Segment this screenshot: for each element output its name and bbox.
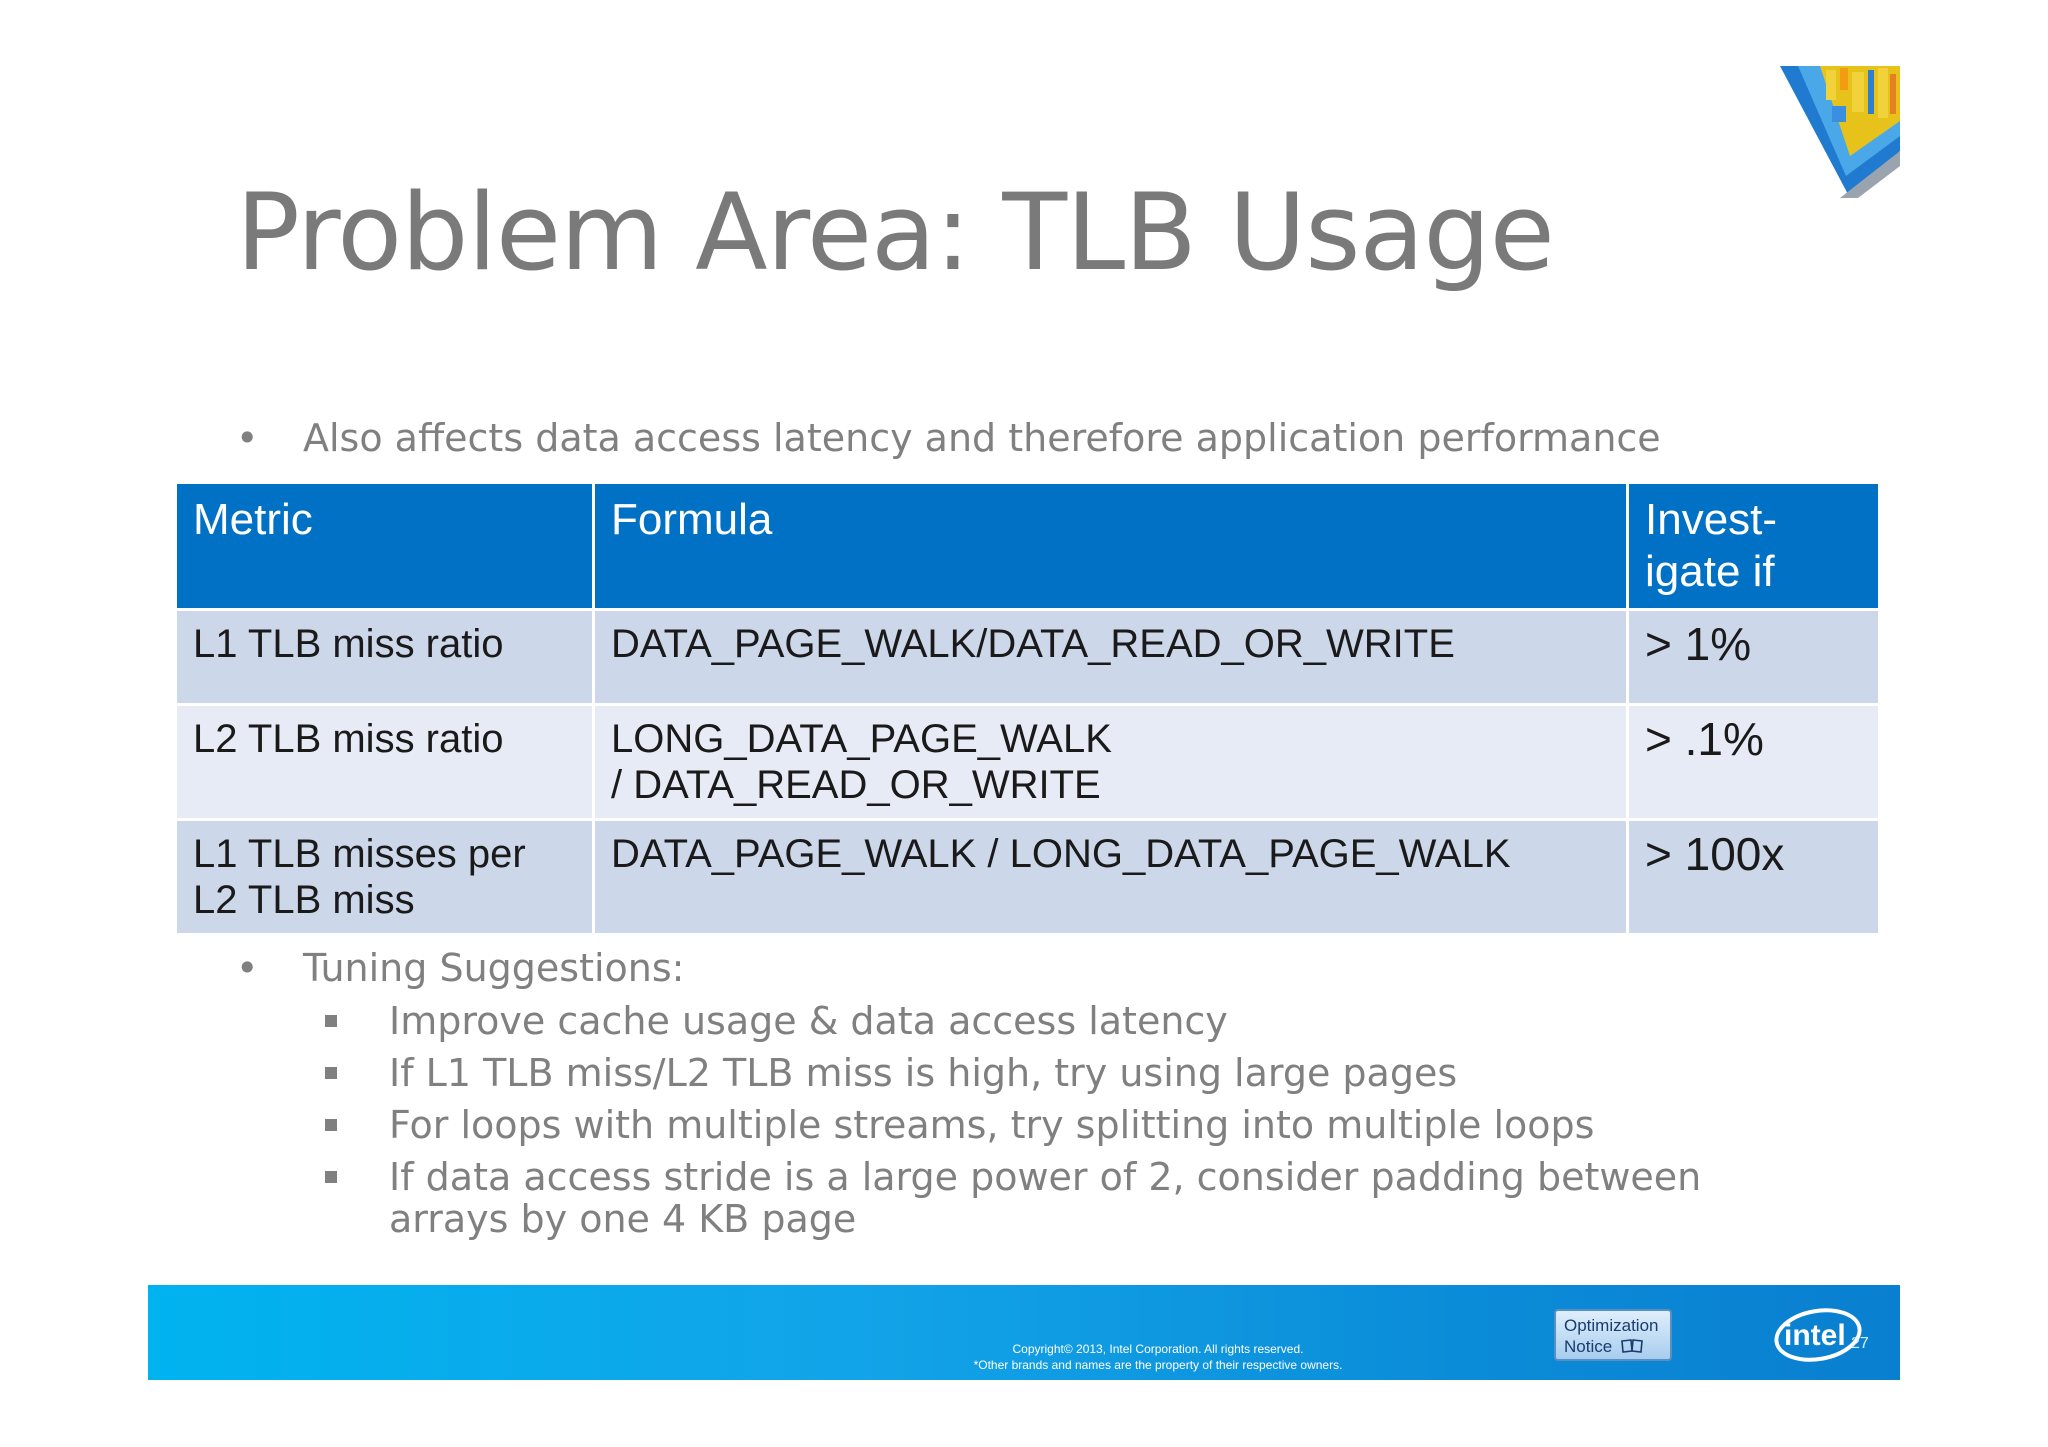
cell-formula: LONG_DATA_PAGE_WALK / DATA_READ_OR_WRITE [594, 705, 1628, 820]
optimization-notice-button[interactable] [1554, 1309, 1672, 1361]
sub-bullet-text: Improve cache usage & data access latency [389, 999, 1228, 1043]
square-bullet-icon [325, 1171, 337, 1183]
bullet-dot: • [236, 946, 259, 990]
intel-logo [1772, 1303, 1868, 1365]
table-row [176, 610, 1880, 705]
copyright-notice [848, 1341, 1468, 1373]
sub-bullet-text: If L1 TLB miss/L2 TLB miss is high, try using large pages [389, 1051, 1458, 1095]
cell-metric: L1 TLB miss ratio [176, 610, 594, 705]
table-row [176, 705, 1880, 820]
slide-title: Problem Area: TLB Usage [236, 171, 1554, 294]
optimization-notice-label-2: Notice [1564, 1337, 1613, 1356]
table-row [176, 820, 1880, 935]
sub-bullet-text: If data access stride is a large power of 2, consider padding between arrays by one 4 KB page [389, 1155, 1702, 1241]
header-formula: Formula [594, 483, 1628, 610]
trademark-line: *Other brands and names are the property of their respective owners. [973, 1358, 1343, 1372]
header-metric: Metric [176, 483, 594, 610]
square-bullet-icon [325, 1015, 337, 1027]
footer-bar [148, 1285, 1900, 1380]
cell-metric: L2 TLB miss ratio [176, 705, 594, 820]
book-icon [1621, 1339, 1643, 1353]
intel-logo-text: intel [1784, 1319, 1846, 1352]
square-bullet-icon [325, 1119, 337, 1131]
bullet-text: Tuning Suggestions: [303, 946, 685, 990]
intel-processor-corner-icon [1780, 66, 1900, 198]
square-bullet-icon [325, 1067, 337, 1079]
cell-metric: L1 TLB misses per L2 TLB miss [176, 820, 594, 935]
bullet-text: Also affects data access latency and therefore application performance [303, 416, 1661, 460]
page-number: 27 [1851, 1335, 1869, 1352]
header-investigate-if: Invest- igate if [1628, 483, 1880, 610]
cell-threshold: > .1% [1628, 705, 1880, 820]
sub-bullet-text: For loops with multiple streams, try splitting into multiple loops [389, 1103, 1595, 1147]
cell-formula: DATA_PAGE_WALK / LONG_DATA_PAGE_WALK [594, 820, 1628, 935]
copyright-line: Copyright© 2013, Intel Corporation. All rights reserved. [1012, 1342, 1304, 1356]
tlb-metrics-table [174, 481, 1881, 936]
bullet-dot: • [236, 416, 259, 460]
optimization-notice-label: Optimization [1564, 1316, 1659, 1335]
cell-formula: DATA_PAGE_WALK/DATA_READ_OR_WRITE [594, 610, 1628, 705]
cell-threshold: > 1% [1628, 610, 1880, 705]
cell-threshold: > 100x [1628, 820, 1880, 935]
table-header-row [176, 483, 1880, 610]
